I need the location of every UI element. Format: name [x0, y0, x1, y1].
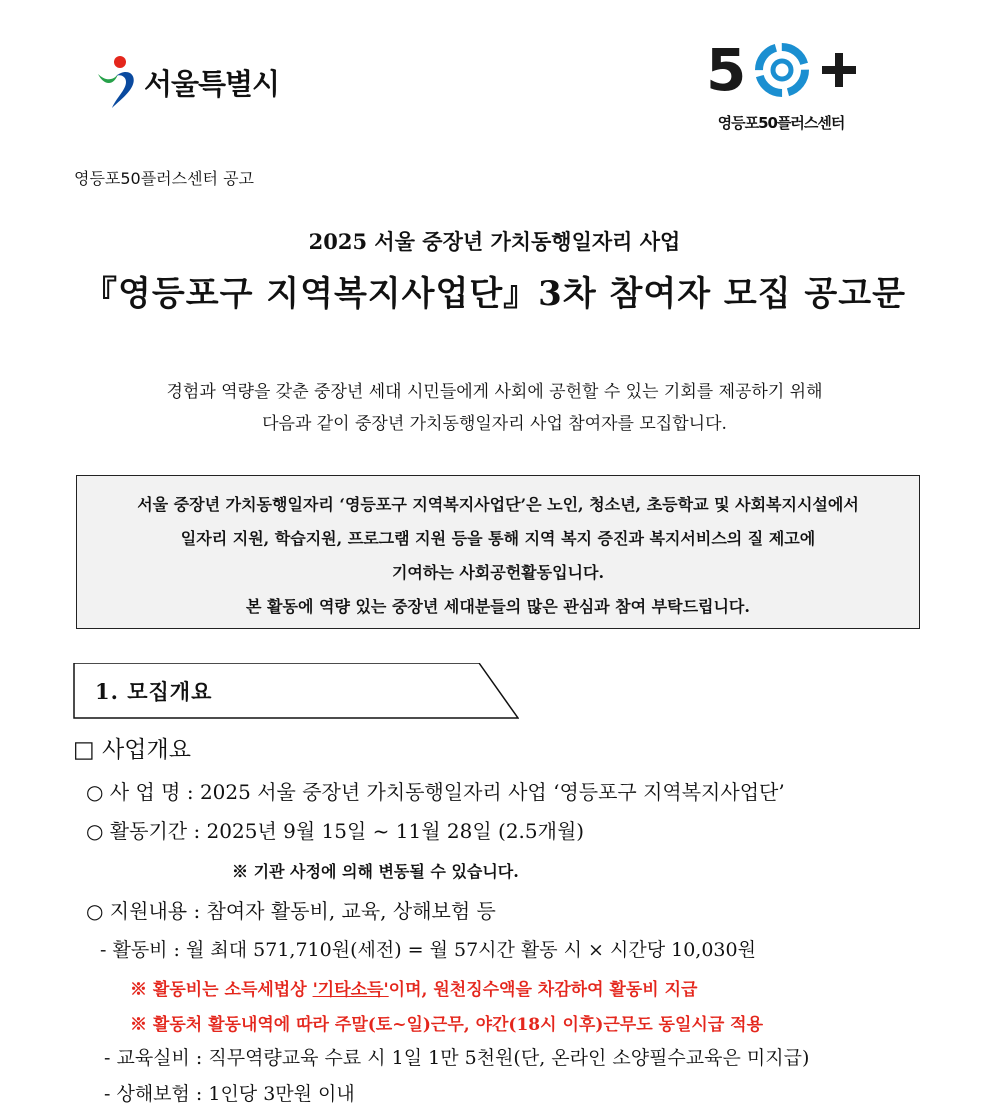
- section-1-title: 1. 모집개요: [95, 679, 213, 704]
- support-label: ○ 지원내용 :: [86, 899, 207, 923]
- business-name-label: ○ 사 업 명 :: [86, 780, 200, 804]
- page-title: 『영등포구 지역복지사업단』3차 참여자 모집 공고문: [83, 274, 906, 314]
- intro-line-1: 경험과 역량을 갖춘 중장년 세대 시민들에게 사회에 공헌할 수 있는 기회를 제공하기 위해: [166, 382, 823, 402]
- seoul-symbol-icon: [96, 54, 140, 110]
- insurance-line: - 상해보험 : 1인당 3만원 이내: [104, 1083, 355, 1105]
- summary-line-2: 일자리 지원, 학습지원, 프로그램 지원 등을 통해 지역 복지 증진과 복지서비스의 질 제고에: [180, 529, 816, 548]
- education-line: - 교육실비 : 직무역량교육 수료 시 1일 1만 5천원(단, 온라인 소양필수교육은 미지급): [104, 1047, 810, 1069]
- tax-note-underlined: '기타소득': [312, 980, 389, 1000]
- summary-box: [76, 475, 920, 629]
- summary-line-1: 서울 중장년 가치동행일자리 ‘영등포구 지역복지사업단’은 노인, 청소년, 초등학교 및 사회복지시설에서: [137, 495, 859, 514]
- weekend-note: ※ 활동처 활동내역에 따라 주말(토~일)근무, 야간(18시 이후)근무도 동일시급 적용: [130, 1015, 764, 1035]
- activity-period-label: ○ 활동기간 :: [86, 819, 207, 843]
- center-logo: [700, 30, 870, 140]
- page-subtitle: 2025 서울 중장년 가치동행일자리 사업: [308, 229, 681, 254]
- summary-line-3: 기여하는 사회공헌활동입니다.: [391, 563, 605, 582]
- svg-text:5: 5: [706, 36, 747, 104]
- item-activity-period: [86, 815, 584, 844]
- allowance-tax-note: [130, 975, 697, 1000]
- seoul-city-logo: [96, 52, 279, 112]
- tax-note-post: 이며, 원천징수액을 차감하여 활동비 지급: [388, 980, 698, 1000]
- tax-note-pre: ※ 활동비는 소득세법상: [130, 980, 313, 1000]
- business-name-value: 2025 서울 중장년 가치동행일자리 사업 ‘영등포구 지역복지사업단’: [199, 780, 785, 804]
- notice-org: 영등포50플러스센터 공고: [74, 169, 255, 188]
- fifty-plus-mark-icon: [700, 30, 870, 110]
- period-note: ※ 기관 사정에 의해 변동될 수 있습니다.: [232, 862, 519, 881]
- summary-line-4: 본 활동에 역량 있는 중장년 세대분들의 많은 관심과 참여 부탁드립니다.: [246, 597, 750, 616]
- seoul-logo-text: 서울특별시: [144, 66, 280, 101]
- intro-line-2: 다음과 같이 중장년 가치동행일자리 사업 참여자를 모집합니다.: [262, 414, 727, 434]
- item-support: [86, 895, 496, 924]
- item-business-name: [86, 776, 785, 805]
- allowance-line: - 활동비 : 월 최대 571,710원(세전) = 월 57시간 활동 시 × 시간당 10,030원: [100, 939, 756, 961]
- subheading-business-overview: □ 사업개요: [73, 737, 191, 763]
- center-logo-text: 영등포50플러스센터: [717, 114, 845, 132]
- support-value: 참여자 활동비, 교육, 상해보험 등: [206, 899, 496, 923]
- activity-period-value: 2025년 9월 15일 ~ 11월 28일 (2.5개월): [206, 819, 585, 843]
- section-1-tab: [73, 663, 519, 719]
